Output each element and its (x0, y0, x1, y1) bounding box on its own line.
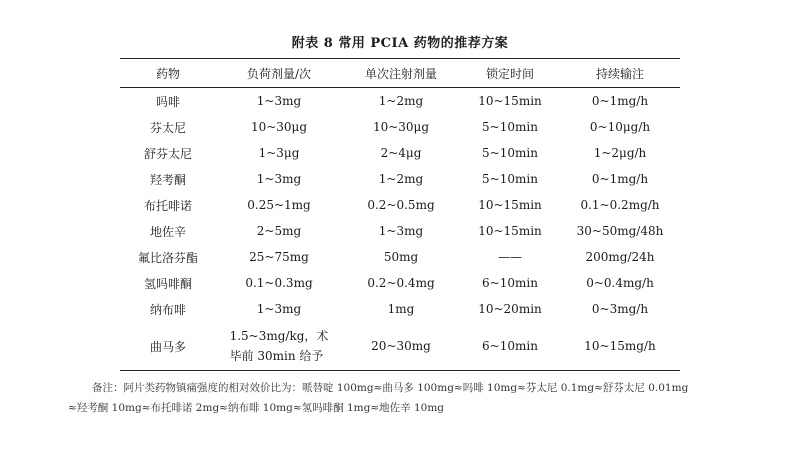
footnote-line1: 备注：阿片类药物镇痛强度的相对效价比为：哌替啶 100mg≈曲马多 100mg≈吗啡 10mg≈芬太尼 0.1mg≈舒芬太尼 0.01mg (92, 382, 689, 394)
cell-single-dose: 10~30μg (372, 120, 430, 134)
header-drug: 药物 (155, 66, 180, 81)
table-row (120, 192, 680, 218)
cell-loading-dose: 2~5mg (256, 224, 302, 238)
cell-single-dose: 1mg (387, 302, 415, 316)
cell-continuous-infusion: 0~3mg/h (591, 302, 649, 316)
table-row (120, 322, 680, 371)
cell-continuous-infusion: 1~2μg/h (593, 146, 647, 160)
cell-single-dose: 1~3mg (378, 224, 424, 238)
cell-loading-dose: 10~30μg (250, 120, 308, 134)
header-single-dose: 单次注射剂量 (364, 66, 437, 81)
cell-lockout-time: 10~20min (478, 302, 542, 316)
cell-drug: 氟比洛芬酯 (137, 250, 198, 265)
cell-continuous-infusion: 30~50mg/48h (576, 224, 664, 238)
cell-continuous-infusion: 10~15mg/h (584, 339, 656, 353)
cell-continuous-infusion: 0~1mg/h (591, 94, 649, 108)
header-continuous-infusion: 持续输注 (595, 66, 644, 81)
cell-drug: 吗啡 (155, 94, 180, 109)
cell-drug: 芬太尼 (149, 120, 186, 135)
table-row (120, 88, 680, 115)
cell-continuous-infusion: 0~0.4mg/h (586, 276, 654, 290)
footnote-line2: ≈羟考酮 10mg≈布托啡诺 2mg≈纳布啡 10mg≈氢吗啡酮 1mg≈地佐辛 10mg (68, 402, 445, 414)
cell-loading-dose: 1~3mg (256, 172, 302, 186)
loading-dose-line2: 毕前 30min 给予 (229, 349, 324, 363)
cell-loading-dose: 1~3mg (256, 302, 302, 316)
cell-lockout-time: 10~15min (478, 224, 542, 238)
pcia-drug-table (120, 58, 680, 371)
cell-continuous-infusion: 0~10μg/h (589, 120, 651, 134)
table-row (120, 270, 680, 296)
table-header-row (120, 59, 680, 88)
cell-loading-dose: 0.25~1mg (247, 198, 311, 212)
table-row (120, 296, 680, 322)
cell-drug: 地佐辛 (149, 224, 186, 239)
cell-single-dose: 50mg (383, 250, 419, 264)
cell-lockout-time: 10~15min (478, 94, 542, 108)
cell-single-dose: 0.2~0.4mg (367, 276, 435, 290)
table-title: 附表 8 常用 PCIA 药物的推荐方案 (291, 36, 509, 51)
cell-loading-dose (216, 322, 342, 371)
header-lockout-time: 锁定时间 (485, 66, 534, 81)
table-footnote (68, 378, 758, 418)
cell-lockout-time: 6~10min (482, 276, 538, 290)
table-row (120, 114, 680, 140)
cell-continuous-infusion: 0.1~0.2mg/h (580, 198, 660, 212)
cell-lockout-time: 6~10min (482, 339, 538, 353)
loading-dose-line1: 1.5~3mg/kg，术 (229, 329, 329, 343)
table-row (120, 140, 680, 166)
cell-lockout-time: 5~10min (482, 120, 538, 134)
cell-lockout-time: —— (498, 250, 522, 264)
cell-drug: 舒芬太尼 (143, 146, 192, 161)
table-row (120, 166, 680, 192)
cell-single-dose: 1~2mg (378, 172, 424, 186)
table-row (120, 244, 680, 270)
table-body (120, 88, 680, 371)
cell-single-dose: 2~4μg (380, 146, 422, 160)
cell-loading-dose: 1~3mg (256, 94, 302, 108)
cell-loading-dose: 0.1~0.3mg (245, 276, 313, 290)
cell-single-dose: 0.2~0.5mg (367, 198, 435, 212)
cell-lockout-time: 5~10min (482, 146, 538, 160)
header-loading-dose: 负荷剂量/次 (246, 66, 312, 81)
cell-single-dose: 1~2mg (378, 94, 424, 108)
cell-drug: 纳布啡 (149, 302, 186, 317)
table-container (120, 58, 680, 371)
cell-continuous-infusion: 200mg/24h (585, 250, 655, 264)
cell-drug: 曲马多 (149, 339, 186, 354)
loading-dose-multiline (230, 326, 329, 366)
cell-loading-dose: 25~75mg (249, 250, 309, 264)
cell-drug: 布托啡诺 (143, 198, 192, 213)
cell-lockout-time: 10~15min (478, 198, 542, 212)
cell-loading-dose: 1~3μg (258, 146, 300, 160)
cell-continuous-infusion: 0~1mg/h (591, 172, 649, 186)
cell-lockout-time: 5~10min (482, 172, 538, 186)
table-row (120, 218, 680, 244)
cell-drug: 羟考酮 (149, 172, 186, 187)
cell-drug: 氢吗啡酮 (143, 276, 192, 291)
cell-single-dose: 20~30mg (371, 339, 431, 353)
